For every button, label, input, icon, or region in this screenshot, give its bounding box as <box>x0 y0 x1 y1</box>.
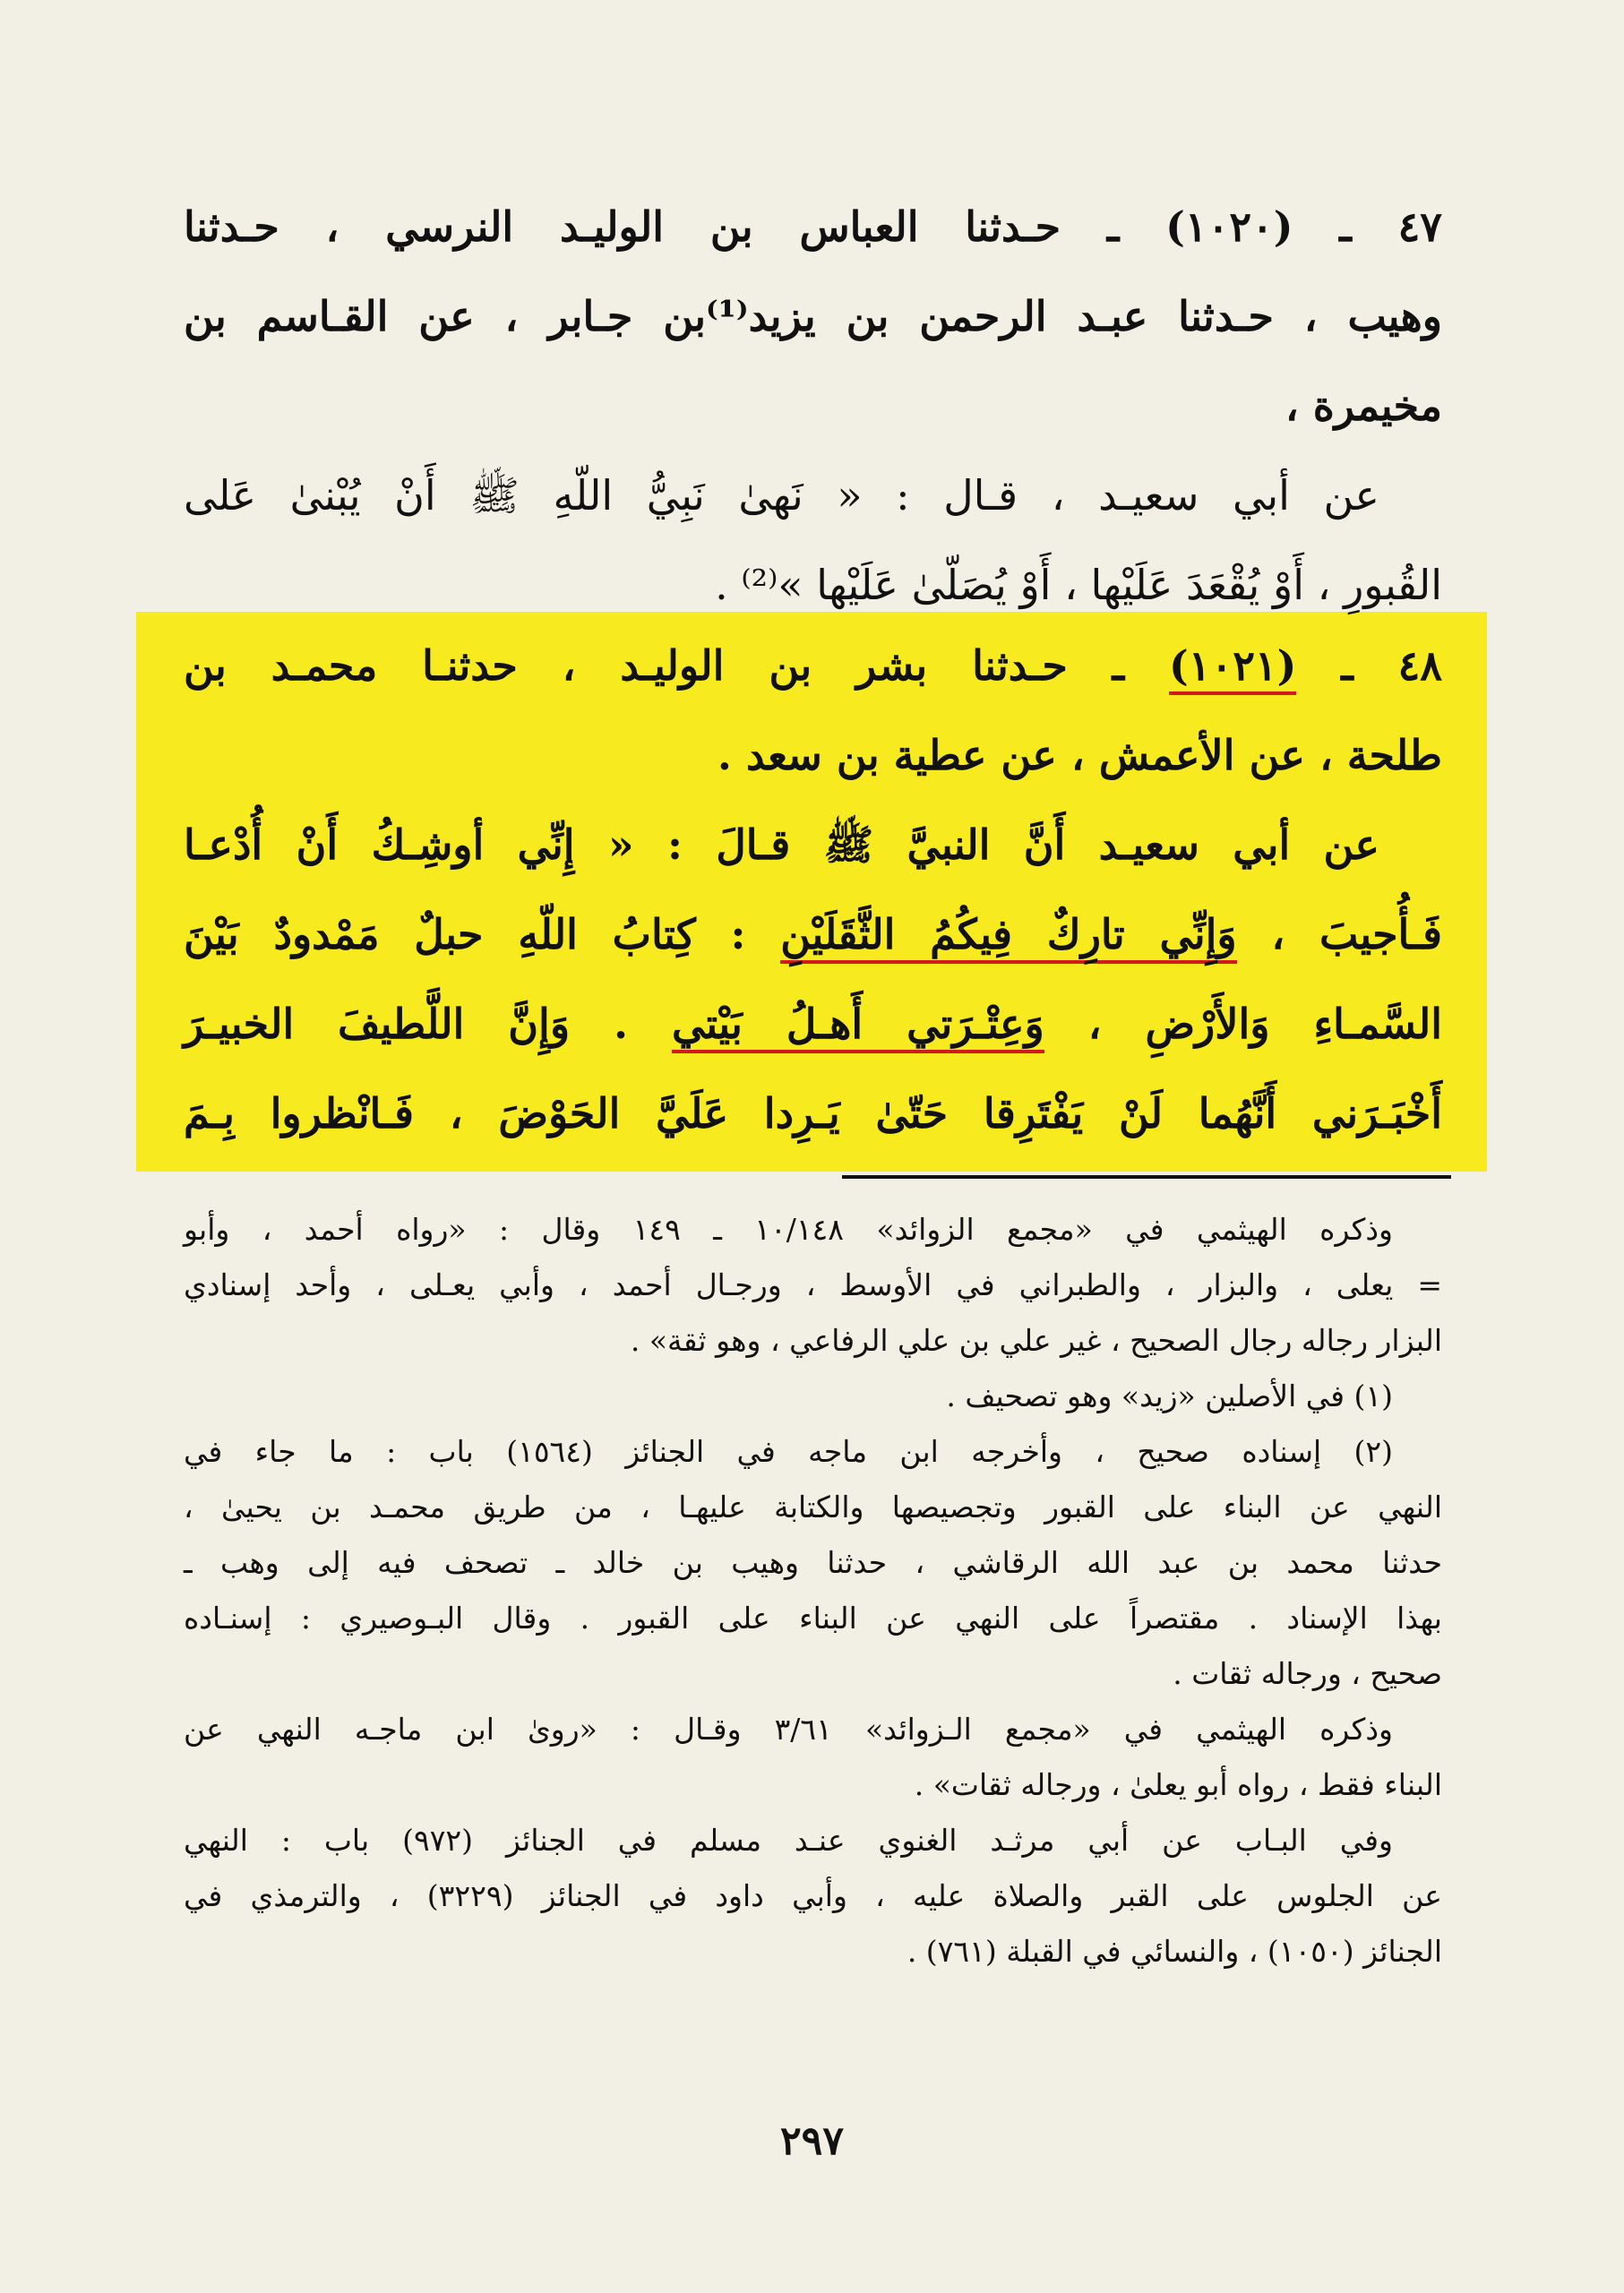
hadith-48-line-1 <box>184 621 1442 710</box>
hadith-48-line-3: عن أبي سعيـد أَنَّ النبيَّ ﷺ قـالَ : « إِنِّي أوشِـكُ أَنْ أُدْعـا <box>184 820 1379 869</box>
hadith-48-line-5 <box>184 979 1442 1069</box>
footnote-line: وفي البـاب عن أبي مرثـد الغنوي عنـد مسلم في الجنائز (٩٧٢) باب : النهي <box>184 1823 1393 1858</box>
thaqalayn-phrase: وَإِنِّي تارِكٌ فِيكُمُ الثَّقَلَيْنِ <box>780 910 1236 964</box>
footnote-line: = يعلى ، والبزار ، والطبراني في الأوسط ، ورجـال أحمد ، وأبي يعـلى ، وأحد إسنادي <box>184 1267 1442 1302</box>
footnote-line: وذكره الهيثمي في «مجمع الـزوائد» ٣/٦١ وقـال : «روىٰ ابن ماجـه النهي عن <box>184 1712 1393 1747</box>
footnote-line: عن الجلوس على القبر والصلاة عليه ، وأبي داود في الجنائز (٣٢٢٩) ، والترمذي في <box>184 1878 1442 1913</box>
hadith-48-index: ٤٨ ـ <box>1296 641 1442 690</box>
hadith-48-line-6: أَخْبَـرَني أَنَّهُما لَنْ يَفْتَرِقا حَتّىٰ يَـرِدا عَلَيَّ الحَوْضَ ، فَـانْظروا بِـمَ <box>184 1089 1443 1138</box>
page-number: ٢٩٧ <box>780 2118 844 2164</box>
footnote-line: النهي عن البناء على القبور وتجصيصها والكتابة عليهـا ، من طريق محمـد بن يحيىٰ ، <box>184 1490 1442 1524</box>
hadith-48-isnad: ـ حـدثنا بشر بن الوليـد ، حدثنـا محمـد بن <box>184 641 1170 690</box>
hadith-47-line-3: مخيمرة ، <box>1285 382 1442 430</box>
footnotes <box>184 1202 1442 1980</box>
footnote-line: حدثنا محمد بن عبد الله الرقاشي ، حدثنا وهيب بن خالد ـ تصحف فيه إلى وهب ـ <box>184 1545 1442 1580</box>
hadith-48-number: (١٠٢١) <box>1169 641 1296 695</box>
footnote-line: وذكره الهيثمي في «مجمع الزوائد» ١٠/١٤٨ ـ ١٤٩ وقال : «رواه أحمد ، وأبو <box>184 1212 1393 1247</box>
hadith-47-line-1: ٤٧ ـ (١٠٢٠) ـ حـدثنا العباس بن الوليـد النرسي ، حـدثنا <box>184 202 1443 251</box>
hadith-47-line-2: وهيب ، حـدثنا عبـد الرحمن بن يزيد⁽¹⁾بن جـابر ، عن القـاسم بن <box>184 292 1442 340</box>
footnote-line: صحيح ، ورجاله ثقات . <box>1173 1656 1442 1691</box>
hadith-48-line-5-start: السَّمـاءِ وَالأَرْضِ ، <box>1044 1000 1442 1048</box>
footnote-line: البناء فقط ، رواه أبو يعلىٰ ، ورجاله ثقات» . <box>914 1767 1442 1802</box>
hadith-48-line-4-start: فَـأُجيبَ ، <box>1236 910 1442 958</box>
itrat-phrase: وَعِتْـرَتي أَهـلُ بَيْتي <box>672 1000 1044 1053</box>
hadith-48-line-2: طلحة ، عن الأعمش ، عن عطية بن سعد . <box>717 731 1442 779</box>
footnote-line: بهذا الإسناد . مقتصراً على النهي عن البناء على القبور . وقال البـوصيري : إسنـاده <box>184 1601 1442 1636</box>
hadith-48-line-4-end: : كِتابُ اللّهِ حبلٌ مَمْدودٌ بَيْنَ <box>184 910 781 958</box>
hadith-48-line-4 <box>184 889 1442 979</box>
footnote-divider <box>842 1175 1451 1179</box>
footnote-line: البزار رجاله رجال الصحيح ، غير علي بن علي الرفاعي ، وهو ثقة» . <box>630 1323 1442 1358</box>
footnote-line: (١) في الأصلين «زيد» وهو تصحيف . <box>946 1378 1393 1413</box>
hadith-48-line-5-end: . وَإِنَّ اللَّطيفَ الخبيـرَ <box>184 1000 672 1048</box>
footnote-line: الجنائز (١٠٥٠) ، والنسائي في القبلة (٧٦١) . <box>907 1934 1442 1969</box>
footnote-line: (٢) إسناده صحيح ، وأخرجه ابن ماجه في الجنائز (١٥٦٤) باب : ما جاء في <box>184 1434 1393 1469</box>
hadith-47-line-5: القُبورِ ، أَوْ يُقْعَدَ عَلَيْها ، أَوْ يُصَلّىٰ عَلَيْها »⁽²⁾ . <box>715 561 1442 609</box>
hadith-48 <box>184 621 1442 1158</box>
hadith-47 <box>184 182 1442 630</box>
hadith-47-line-4: عن أبي سعيـد ، قـال : « نَهىٰ نَبِيُّ اللّهِ ﷺ أَنْ يُبْنىٰ عَلى <box>184 471 1379 520</box>
